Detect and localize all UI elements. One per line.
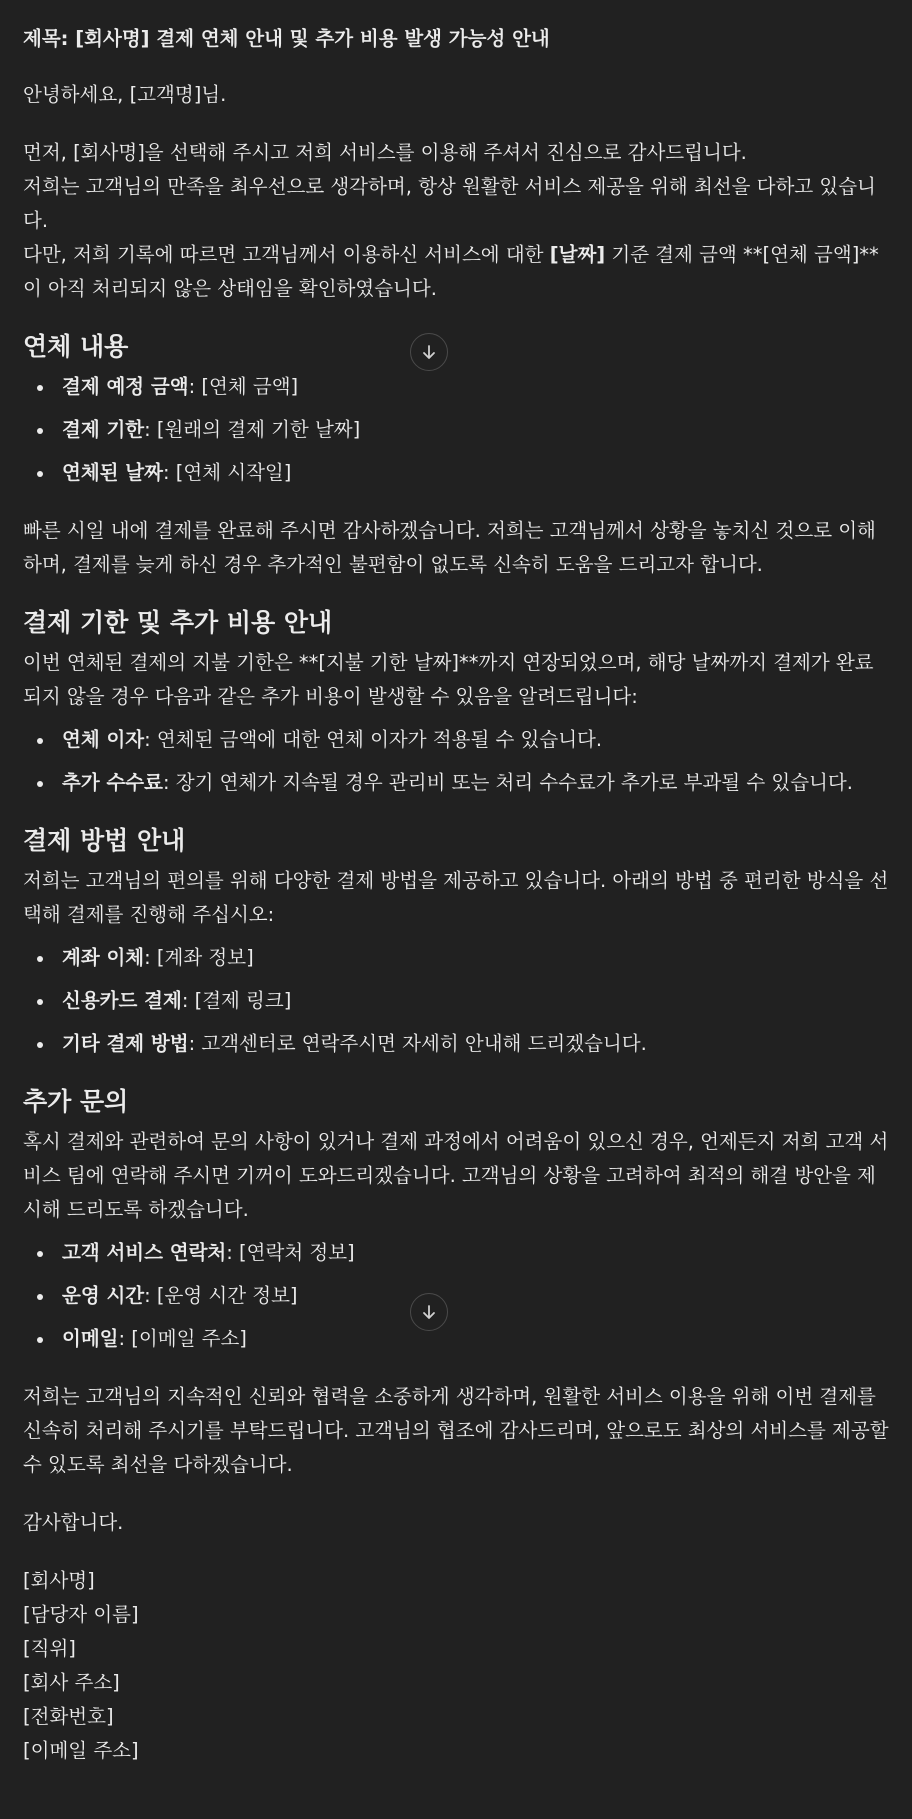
payment-methods-list: [23, 941, 889, 1061]
list-item: 기타 결제 방법: 고객센터로 연락주시면 자세히 안내해 드리겠습니다.: [23, 1027, 889, 1061]
fees-list: [23, 723, 889, 800]
heading-deadline-fees: 결제 기한 및 추가 비용 안내: [23, 608, 333, 637]
list-item: 신용카드 결제: [결제 링크]: [23, 984, 889, 1018]
closing-paragraph: 저희는 고객님의 지속적인 신뢰와 협력을 소중하게 생각하며, 원활한 서비스 이용을 위해 이번 결제를 신속히 처리해 주시기를 부탁드립니다. 고객님의 협조에 감사드리며, 앞으로도 최상의 서비스를 제공할 수 있도록 최선을 다하겠습니다.: [23, 1385, 889, 1476]
payment-methods-paragraph: 저희는 고객님의 편의를 위해 다양한 결제 방법을 제공하고 있습니다. 아래의 방법 중 편리한 방식을 선택해 결제를 진행해 주십시오:: [23, 869, 889, 926]
contact-list: [23, 1236, 889, 1356]
heading-further-inquiries: 추가 문의: [23, 1087, 129, 1116]
list-item: 연체된 날짜: [연체 시작일]: [23, 456, 889, 490]
message-content: [23, 22, 889, 1768]
scroll-down-button[interactable]: [410, 333, 448, 371]
signature-block: [회사명] [담당자 이름] [직위] [회사 주소] [전화번호] [이메일 주소]: [23, 1569, 139, 1762]
deadline-paragraph: 이번 연체된 결제의 지불 기한은 **[지불 기한 날짜]**까지 연장되었으며, 해당 날짜까지 결제가 완료되지 않을 경우 다음과 같은 추가 비용이 발생할 수 있음을 알려드립니다:: [23, 651, 874, 708]
email-subject: 제목: [회사명] 결제 연체 안내 및 추가 비용 발생 가능성 안내: [23, 27, 550, 50]
overdue-details-list: [23, 370, 889, 490]
list-item: 운영 시간: [운영 시간 정보]: [23, 1279, 889, 1313]
heading-payment-methods: 결제 방법 안내: [23, 826, 186, 855]
list-item: 고객 서비스 연락처: [연락처 정보]: [23, 1236, 889, 1270]
overdue-paragraph: 빠른 시일 내에 결제를 완료해 주시면 감사하겠습니다. 저희는 고객님께서 상황을 놓치신 것으로 이해하며, 결제를 늦게 하신 경우 추가적인 불편함이 없도록 신속히 도움을 드리고자 합니다.: [23, 519, 876, 576]
list-item: 추가 수수료: 장기 연체가 지속될 경우 관리비 또는 처리 수수료가 추가로 부과될 수 있습니다.: [23, 766, 889, 800]
arrow-down-icon: [420, 1303, 438, 1321]
heading-overdue-details: 연체 내용: [23, 332, 129, 361]
list-item: 결제 기한: [원래의 결제 기한 날짜]: [23, 413, 889, 447]
thanks-line: 감사합니다.: [23, 1511, 124, 1534]
inquiries-paragraph: 혹시 결제와 관련하여 문의 사항이 있거나 결제 과정에서 어려움이 있으신 경우, 언제든지 저희 고객 서비스 팀에 연락해 주시면 기꺼이 도와드리겠습니다. 고객님의 상황을 고려하여 최적의 해결 방안을 제시해 드리도록 하겠습니다.: [23, 1130, 889, 1221]
greeting: 안녕하세요, [고객명]님.: [23, 83, 227, 106]
list-item: 연체 이자: 연체된 금액에 대한 연체 이자가 적용될 수 있습니다.: [23, 723, 889, 757]
arrow-down-icon: [420, 343, 438, 361]
list-item: 계좌 이체: [계좌 정보]: [23, 941, 889, 975]
scroll-down-button[interactable]: [410, 1293, 448, 1331]
list-item: 이메일: [이메일 주소]: [23, 1322, 889, 1356]
list-item: 결제 예정 금액: [연체 금액]: [23, 370, 889, 404]
intro-paragraph: 먼저, [회사명]을 선택해 주시고 저희 서비스를 이용해 주셔서 진심으로 감사드립니다. 저희는 고객님의 만족을 최우선으로 생각하며, 항상 원활한 서비스 제공을 위해 최선을 다하고 있습니다. 다만, 저희 기록에 따르면 고객님께서 이용하신 서비스에 대한 [날짜] 기준 결제 금액 **[연체 금액]**이 아직 처리되지 않은 상태임을 확인하였습니다.: [23, 141, 879, 300]
